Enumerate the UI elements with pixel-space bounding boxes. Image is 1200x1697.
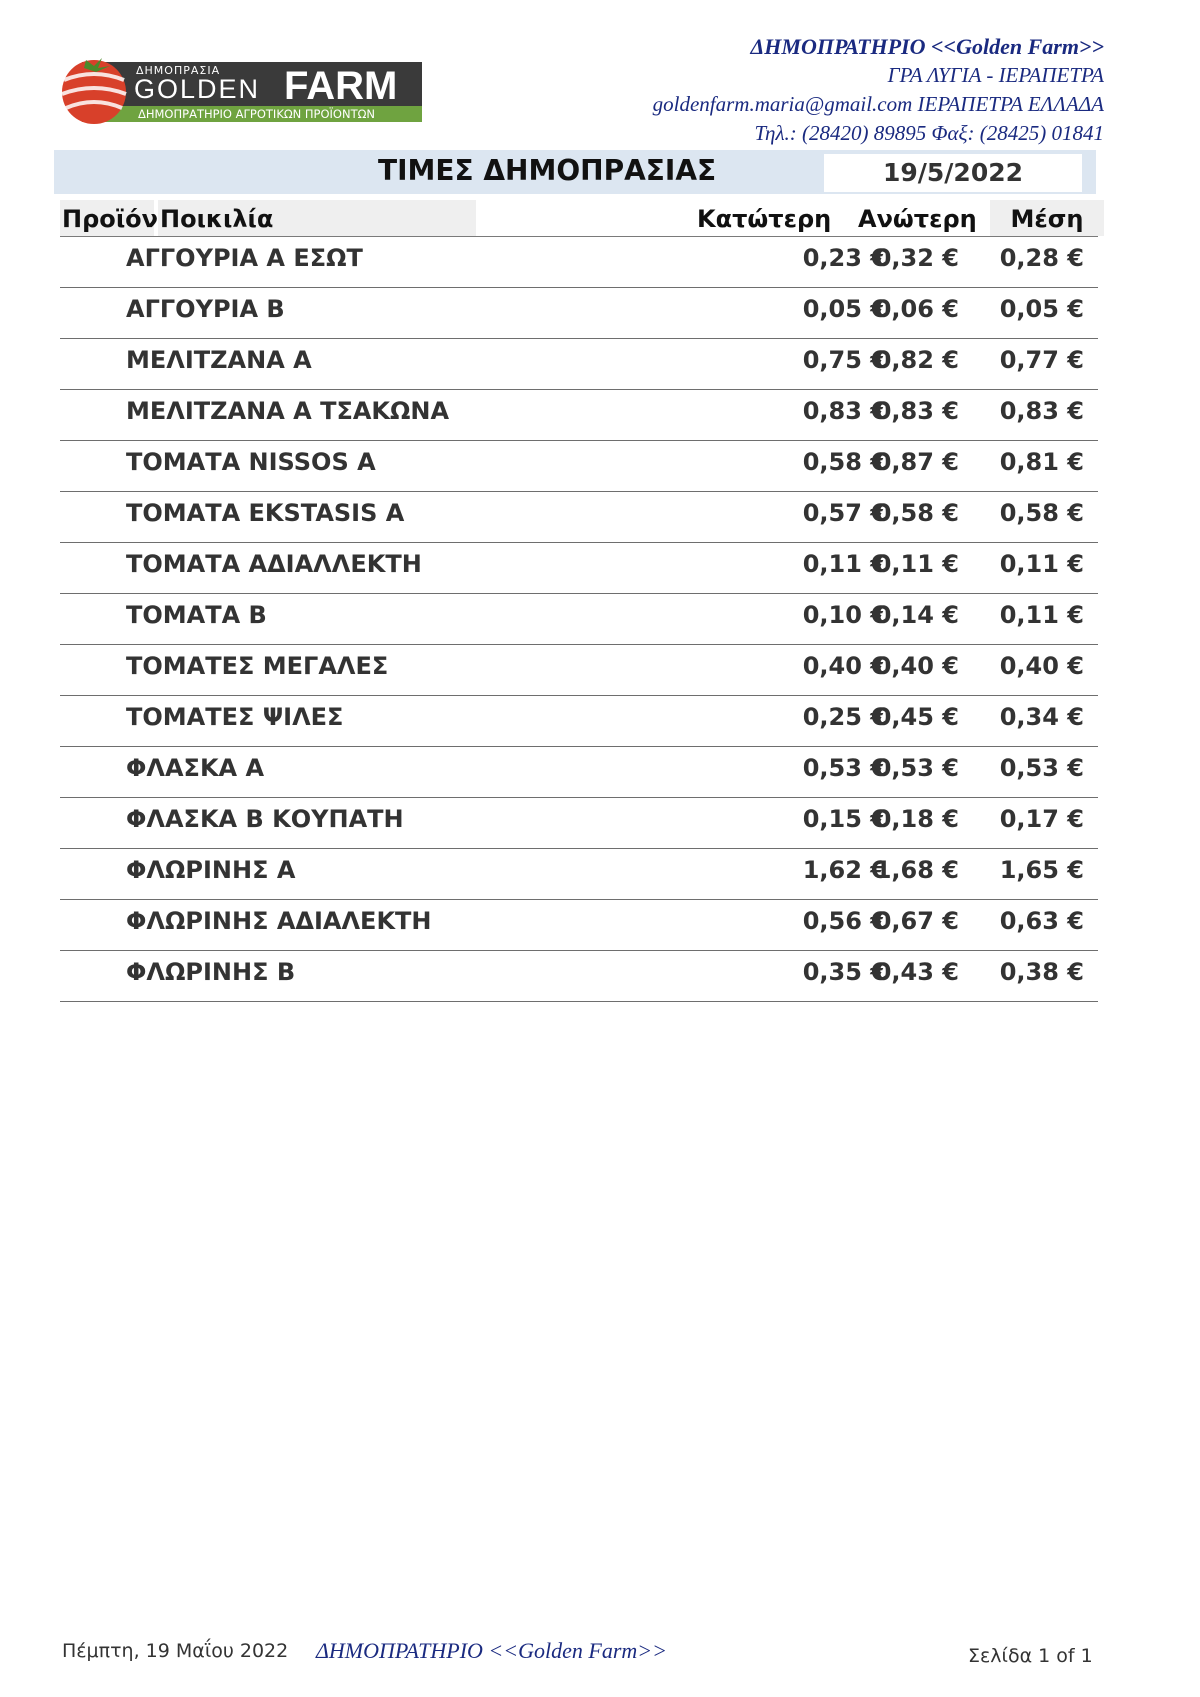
high-price: 0,18 €	[874, 805, 959, 833]
high-price: 0,11 €	[874, 550, 959, 578]
product-name: ΦΛΩΡΙΝΗΣ Α	[126, 856, 296, 884]
product-name: ΤΟΜΑΤΕΣ ΜΕΓΑΛΕΣ	[126, 652, 389, 680]
avg-price: 0,38 €	[999, 958, 1084, 986]
table-row	[60, 696, 1098, 747]
logo-farm-text: FARM	[284, 64, 398, 108]
high-price: 0,06 €	[874, 295, 959, 323]
table-row	[60, 849, 1098, 900]
high-price: 0,40 €	[874, 652, 959, 680]
product-name: ΤΟΜΑΤΕΣ ΨΙΛΕΣ	[126, 703, 344, 731]
avg-price: 0,83 €	[999, 397, 1084, 425]
product-name: ΦΛΑΣΚΑ Β ΚΟΥΠΑΤΗ	[126, 805, 404, 833]
avg-price: 0,11 €	[999, 601, 1084, 629]
avg-price: 0,58 €	[999, 499, 1084, 527]
auction-date: 19/5/2022	[824, 154, 1082, 192]
avg-price: 0,53 €	[999, 754, 1084, 782]
avg-price: 0,17 €	[999, 805, 1084, 833]
avg-price: 0,77 €	[999, 346, 1084, 374]
product-name: ΦΛΩΡΙΝΗΣ ΑΔΙΑΛΕΚΤΗ	[126, 907, 432, 935]
low-price: 1,62 €	[802, 856, 887, 884]
product-name: ΦΛΩΡΙΝΗΣ Β	[126, 958, 296, 986]
product-name: ΤΟΜΑΤΑ NISSOS Α	[126, 448, 376, 476]
product-name: ΤΟΜΑΤΑ ΑΔΙΑΛΛΕΚΤΗ	[126, 550, 422, 578]
header-low-price: Κατώτερη	[697, 205, 832, 233]
footer-page-number: Σελίδα 1 of 1	[968, 1645, 1093, 1667]
avg-price: 1,65 €	[999, 856, 1084, 884]
company-email-city: goldenfarm.maria@gmail.com ΙΕΡΑΠΕΤΡΑ ΕΛΛΑΔΑ	[652, 92, 1104, 116]
table-row	[60, 390, 1098, 441]
table-row	[60, 594, 1098, 645]
product-name: ΑΓΓΟΥΡΙΑ Α ΕΣΩΤ	[126, 244, 363, 272]
low-price: 0,75 €	[802, 346, 887, 374]
avg-price: 0,05 €	[999, 295, 1084, 323]
high-price: 0,32 €	[874, 244, 959, 272]
high-price: 0,45 €	[874, 703, 959, 731]
product-name: ΑΓΓΟΥΡΙΑ Β	[126, 295, 285, 323]
low-price: 0,83 €	[802, 397, 887, 425]
table-row	[60, 288, 1098, 339]
company-logo	[54, 46, 422, 126]
table-row	[60, 543, 1098, 594]
low-price: 0,57 €	[802, 499, 887, 527]
high-price: 0,82 €	[874, 346, 959, 374]
low-price: 0,58 €	[802, 448, 887, 476]
product-name: ΜΕΛΙΤΖΑΝΑ Α ΤΣΑΚΩΝΑ	[126, 397, 450, 425]
header-product: Προϊόν	[60, 200, 154, 236]
footer-date: Πέμπτη, 19 Μαΐου 2022	[62, 1640, 289, 1662]
high-price: 0,67 €	[874, 907, 959, 935]
price-table	[60, 237, 1098, 1002]
product-name: ΜΕΛΙΤΖΑΝΑ Α	[126, 346, 312, 374]
avg-price: 0,63 €	[999, 907, 1084, 935]
footer-company: ΔΗΜΟΠΡΑΤΗΡΙΟ <<Golden Farm>>	[316, 1638, 667, 1663]
logo-subtitle: ΔΗΜΟΠΡΑΤΗΡΙΟ ΑΓΡΟΤΙΚΩΝ ΠΡΟΪΟΝΤΩΝ	[138, 107, 376, 121]
product-name: ΤΟΜΑΤΑ EKSTASIS Α	[126, 499, 405, 527]
table-row	[60, 900, 1098, 951]
avg-price: 0,11 €	[999, 550, 1084, 578]
page-title: ΤΙΜΕΣ ΔΗΜΟΠΡΑΣΙΑΣ	[378, 154, 717, 187]
low-price: 0,05 €	[802, 295, 887, 323]
company-phone-fax: Τηλ.: (28420) 89895 Φαξ: (28425) 01841	[754, 121, 1104, 145]
table-row	[60, 492, 1098, 543]
high-price: 1,68 €	[874, 856, 959, 884]
avg-price: 0,40 €	[999, 652, 1084, 680]
low-price: 0,10 €	[802, 601, 887, 629]
avg-price: 0,81 €	[999, 448, 1084, 476]
header-avg-price: Μέση	[990, 200, 1104, 236]
company-address: ΓΡΑ ΛΥΓΙΑ - ΙΕΡΑΠΕΤΡΑ	[887, 63, 1104, 87]
table-row	[60, 441, 1098, 492]
product-name: ΤΟΜΑΤΑ Β	[126, 601, 267, 629]
low-price: 0,15 €	[802, 805, 887, 833]
avg-price: 0,28 €	[999, 244, 1084, 272]
company-info	[653, 32, 1104, 148]
high-price: 0,58 €	[874, 499, 959, 527]
header-variety: Ποικιλία	[158, 200, 476, 236]
tomato-icon	[54, 46, 138, 126]
high-price: 0,83 €	[874, 397, 959, 425]
logo-golden-text: GOLDEN	[134, 74, 261, 104]
table-row	[60, 645, 1098, 696]
low-price: 0,53 €	[802, 754, 887, 782]
table-row	[60, 747, 1098, 798]
low-price: 0,25 €	[802, 703, 887, 731]
table-row	[60, 237, 1098, 288]
product-name: ΦΛΑΣΚΑ Α	[126, 754, 265, 782]
avg-price: 0,34 €	[999, 703, 1084, 731]
low-price: 0,35 €	[802, 958, 887, 986]
header-high-price: Ανώτερη	[858, 205, 977, 233]
table-row	[60, 798, 1098, 849]
table-row	[60, 339, 1098, 390]
high-price: 0,43 €	[874, 958, 959, 986]
low-price: 0,40 €	[802, 652, 887, 680]
company-name: ΔΗΜΟΠΡΑΤΗΡΙΟ <<Golden Farm>>	[750, 34, 1104, 59]
high-price: 0,87 €	[874, 448, 959, 476]
logo-small-text: ΔΗΜΟΠΡΑΣΙΑ	[136, 64, 221, 77]
table-row	[60, 951, 1098, 1002]
low-price: 0,56 €	[802, 907, 887, 935]
low-price: 0,11 €	[802, 550, 887, 578]
high-price: 0,53 €	[874, 754, 959, 782]
low-price: 0,23 €	[802, 244, 887, 272]
high-price: 0,14 €	[874, 601, 959, 629]
